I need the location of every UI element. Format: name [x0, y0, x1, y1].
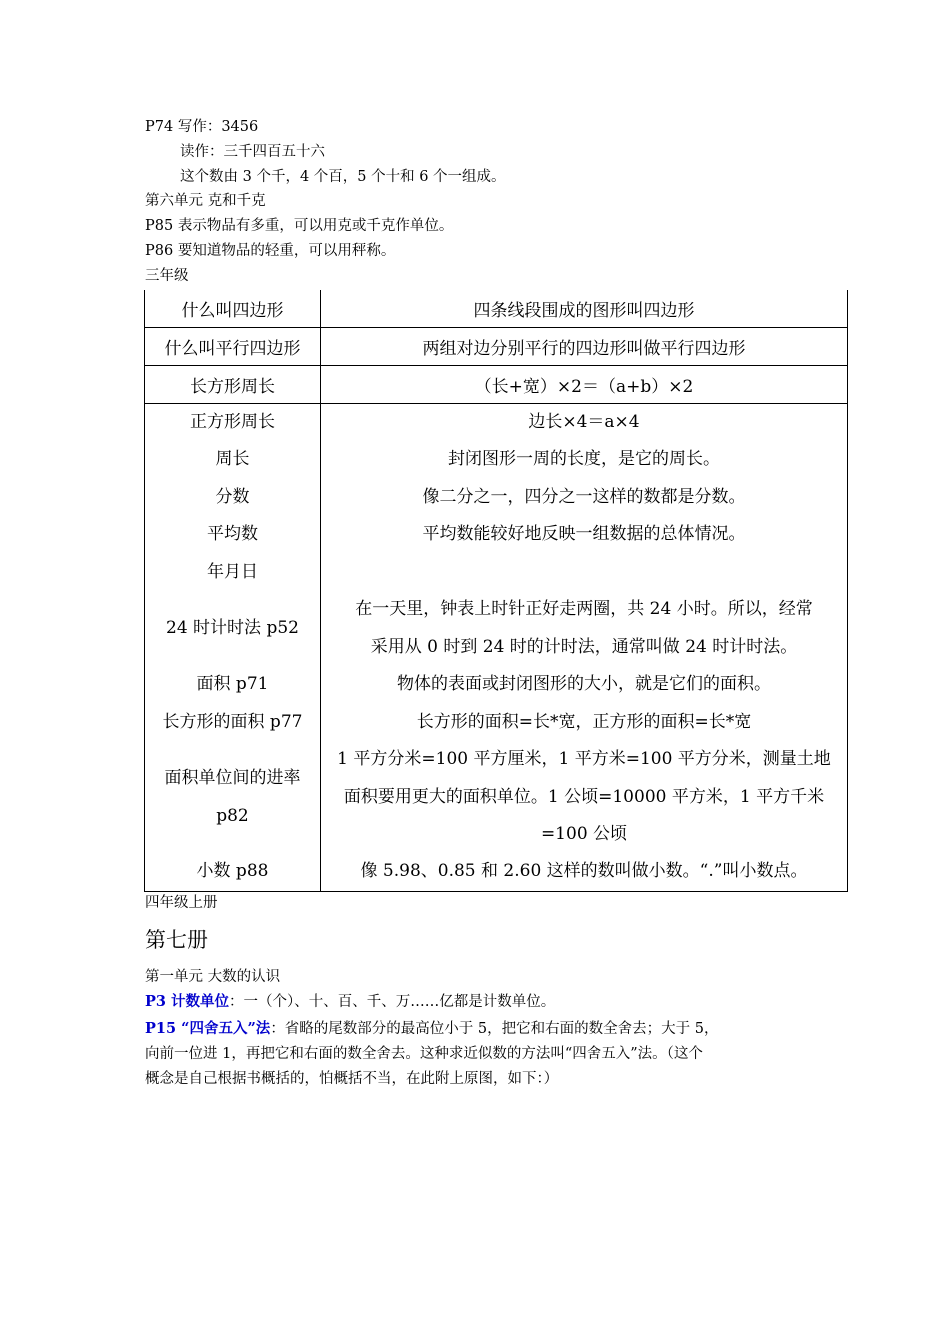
term-area-units — [145, 741, 320, 853]
p15-text1: ：省略的尾数部分的最高位小于 5，把它和右面的数全舍去；大于 5， — [270, 1021, 719, 1037]
def-cell: 四条线段围成的图形叫四边形 — [321, 290, 848, 327]
p74-write: P74 写作：3456 — [145, 119, 259, 135]
unit1-heading: 第一单元 大数的认识 — [145, 969, 281, 985]
def-area-units-line1: 1 平方分米=100 平方厘米，1 平方米=100 平方分米，测量土地 — [337, 749, 831, 769]
def-fraction: 像二分之一，四分之一这样的数都是分数。 — [422, 486, 746, 507]
unit6-heading: 第六单元 克和千克 — [145, 193, 266, 209]
term-area-units-line2: p82 — [216, 806, 249, 826]
def-cell: （长+宽）×2＝（a+b）×2 — [321, 365, 848, 403]
def-date-empty — [327, 554, 841, 592]
merged-term-cell — [145, 403, 321, 891]
def-square-perimeter: 边长×4＝a×4 — [528, 411, 640, 432]
def-perimeter: 封闭图形一周的长度，是它的周长。 — [448, 449, 720, 469]
term-rect-area: 长方形的面积 p77 — [162, 711, 303, 732]
term-area: 面积 p71 — [196, 674, 269, 694]
p15-line3: 概念是自己根据书概括的，怕概括不当，在此附上原图，如下：） — [145, 1071, 559, 1087]
table-row-merged — [145, 403, 848, 891]
p74-compose: 这个数由 3 个千，4 个百，5 个十和 6 个一组成。 — [180, 169, 506, 185]
p86-text: P86 要知道物品的轻重，可以用秤称。 — [145, 243, 396, 259]
term-area-units-line1: 面积单位间的进率 — [164, 768, 301, 788]
term-perimeter: 周长 — [215, 449, 250, 469]
def-area-units — [327, 741, 841, 853]
term-cell: 什么叫平行四边形 — [145, 327, 321, 365]
def-average: 平均数能较好地反映一组数据的总体情况。 — [422, 524, 746, 544]
p3-label: P3 计数单位 — [145, 993, 230, 1010]
grade3-heading: 三年级 — [145, 268, 189, 284]
p3-text: ：一（个）、十、百、千、万……亿都是计数单位。 — [229, 994, 556, 1010]
table-row — [145, 327, 848, 365]
p15-paragraph — [145, 1016, 815, 1092]
def-rect-area: 长方形的面积=长*宽，正方形的面积=长*宽 — [416, 711, 752, 732]
term-24h: 24 时计时法 p52 — [166, 618, 299, 638]
def-area-units-line3: =100 公顷 — [540, 824, 628, 844]
term-cell: 什么叫四边形 — [145, 290, 321, 327]
p15-line1 — [145, 1016, 815, 1042]
def-24h-line1: 在一天里，钟表上时针正好走两圈，共 24 小时。所以，经常 — [355, 599, 813, 619]
merged-def-cell — [321, 403, 848, 891]
grade3-table — [144, 290, 848, 892]
def-area: 物体的表面或封闭图形的大小，就是它们的面积。 — [397, 674, 771, 694]
spacer — [145, 835, 320, 853]
spacer — [145, 741, 320, 759]
term-date: 年月日 — [207, 561, 258, 582]
def-area-units-line2: 面积要用更大的面积单位。1 公顷=10000 平方米，1 平方千米 — [343, 786, 825, 807]
term-cell: 长方形周长 — [145, 365, 321, 403]
def-24h-line2: 采用从 0 时到 24 时的计时法，通常叫做 24 时计时法。 — [370, 636, 798, 657]
def-decimal: 像 5.98、0.85 和 2.60 这样的数叫做小数。“.”叫小数点。 — [360, 861, 808, 881]
term-fraction: 分数 — [215, 486, 250, 507]
p3-paragraph — [145, 991, 555, 1013]
table-row — [145, 365, 848, 403]
grade4-heading: 四年级上册 — [145, 895, 218, 911]
p85-text: P85 表示物品有多重，可以用克或千克作单位。 — [145, 218, 454, 234]
table-row — [145, 290, 848, 327]
book7-heading: 第七册 — [145, 928, 208, 952]
p74-read: 读作：三千四百五十六 — [180, 144, 325, 160]
def-24h — [327, 591, 841, 666]
p15-label: P15 “四舍五入”法 — [145, 1020, 271, 1037]
term-average: 平均数 — [207, 524, 258, 544]
term-decimal: 小数 p88 — [196, 861, 269, 881]
def-cell: 两组对边分别平行的四边形叫做平行四边形 — [321, 327, 848, 365]
p15-line2: 向前一位进 1，再把它和右面的数全舍去。这种求近似数的方法叫“四舍五入”法。（这个 — [145, 1046, 703, 1062]
term-square-perimeter: 正方形周长 — [190, 411, 275, 432]
